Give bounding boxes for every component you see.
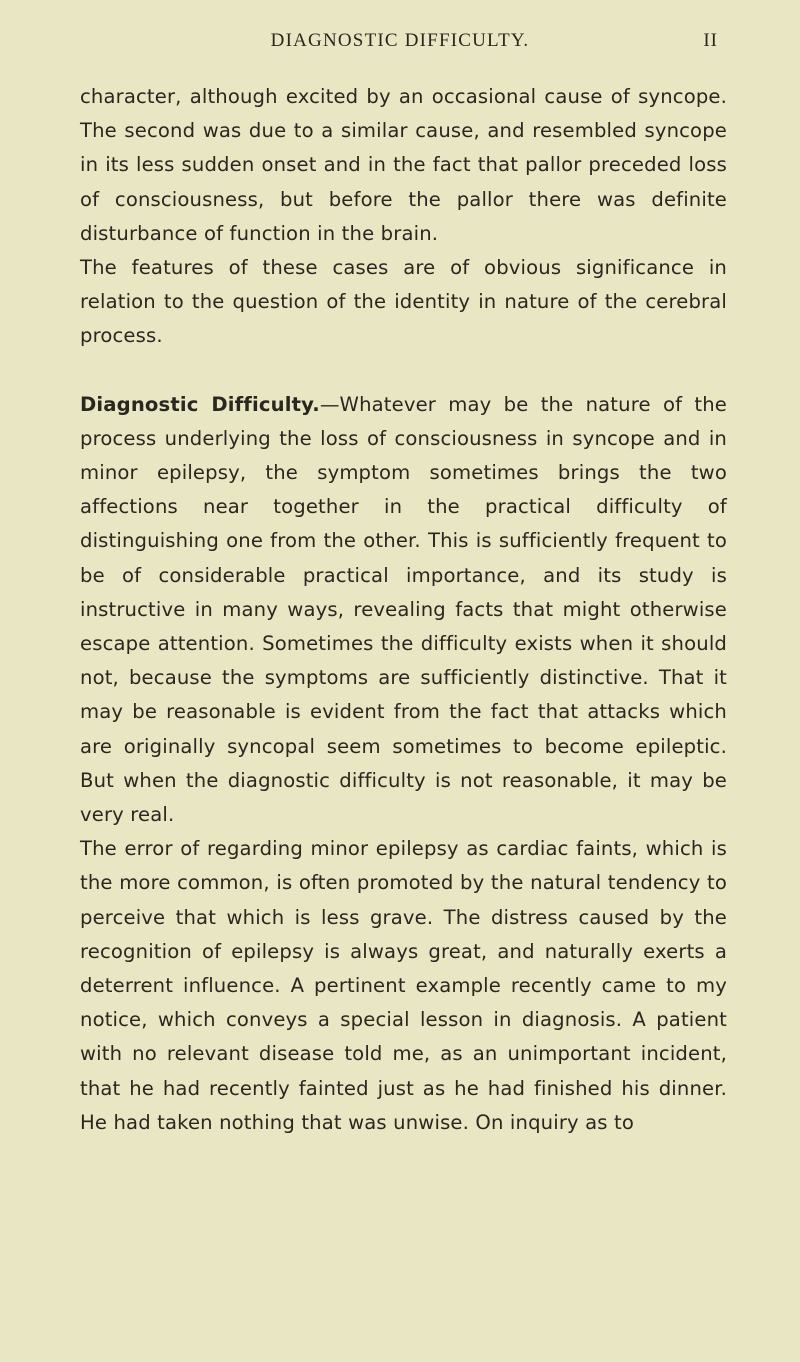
- running-title: DIAGNOSTIC DIFFICULTY.: [270, 30, 530, 51]
- paragraph-3-text: —Whatever may be the nature of the process underlying the loss of consciousness in syncope and in minor epilepsy, the symptom sometimes brings the two affections near together in the practical difficulty of distinguishing one from the other. This is sufficiently frequent to be of considerable practical importance, and its study is instructive in many ways, revealing facts that might otherwise escape attention. Sometimes the difficulty exists when it should not, because the symptoms are sufficiently distinctive. That it may be reasonable is evident from the fact that attacks which are originally syncopal seem sometimes to become epileptic. But when the diagnostic difficulty is not reasonable, it may be very real.: [80, 392, 727, 827]
- paragraph-4: The error of regarding minor epilepsy as cardiac faints, which is the more common, is often promoted by the natural tendency to perceive that which is less grave. The distress caused by the recognition of epilepsy is always great, and naturally exerts a deterrent influence. A pertinent example recently came to my notice, which conveys a special lesson in diagnosis. A patient with no relevant disease told me, as an unimportant incident, that he had recently fainted just as he had finished his dinner. He had taken nothing that was unwise. On inquiry as to: [80, 837, 727, 1134]
- section-heading: Diagnostic Difficulty.: [80, 392, 320, 416]
- running-head: [0, 30, 800, 54]
- paragraph-1: character, although excited by an occasional cause of syncope. The second was due to a similar cause, and resembled syncope in its less sudden onset and in the fact that pallor preceded loss of consciousness, but before the pallor there was definite disturbance of function in the brain.: [80, 85, 727, 245]
- section-gap: [80, 354, 727, 388]
- paragraph-3: [80, 388, 727, 833]
- paragraph-2: The features of these cases are of obvious significance in relation to the question of the identity in nature of the cerebral process.: [80, 256, 727, 348]
- body-text: [80, 80, 727, 1140]
- page-number: II: [703, 30, 718, 51]
